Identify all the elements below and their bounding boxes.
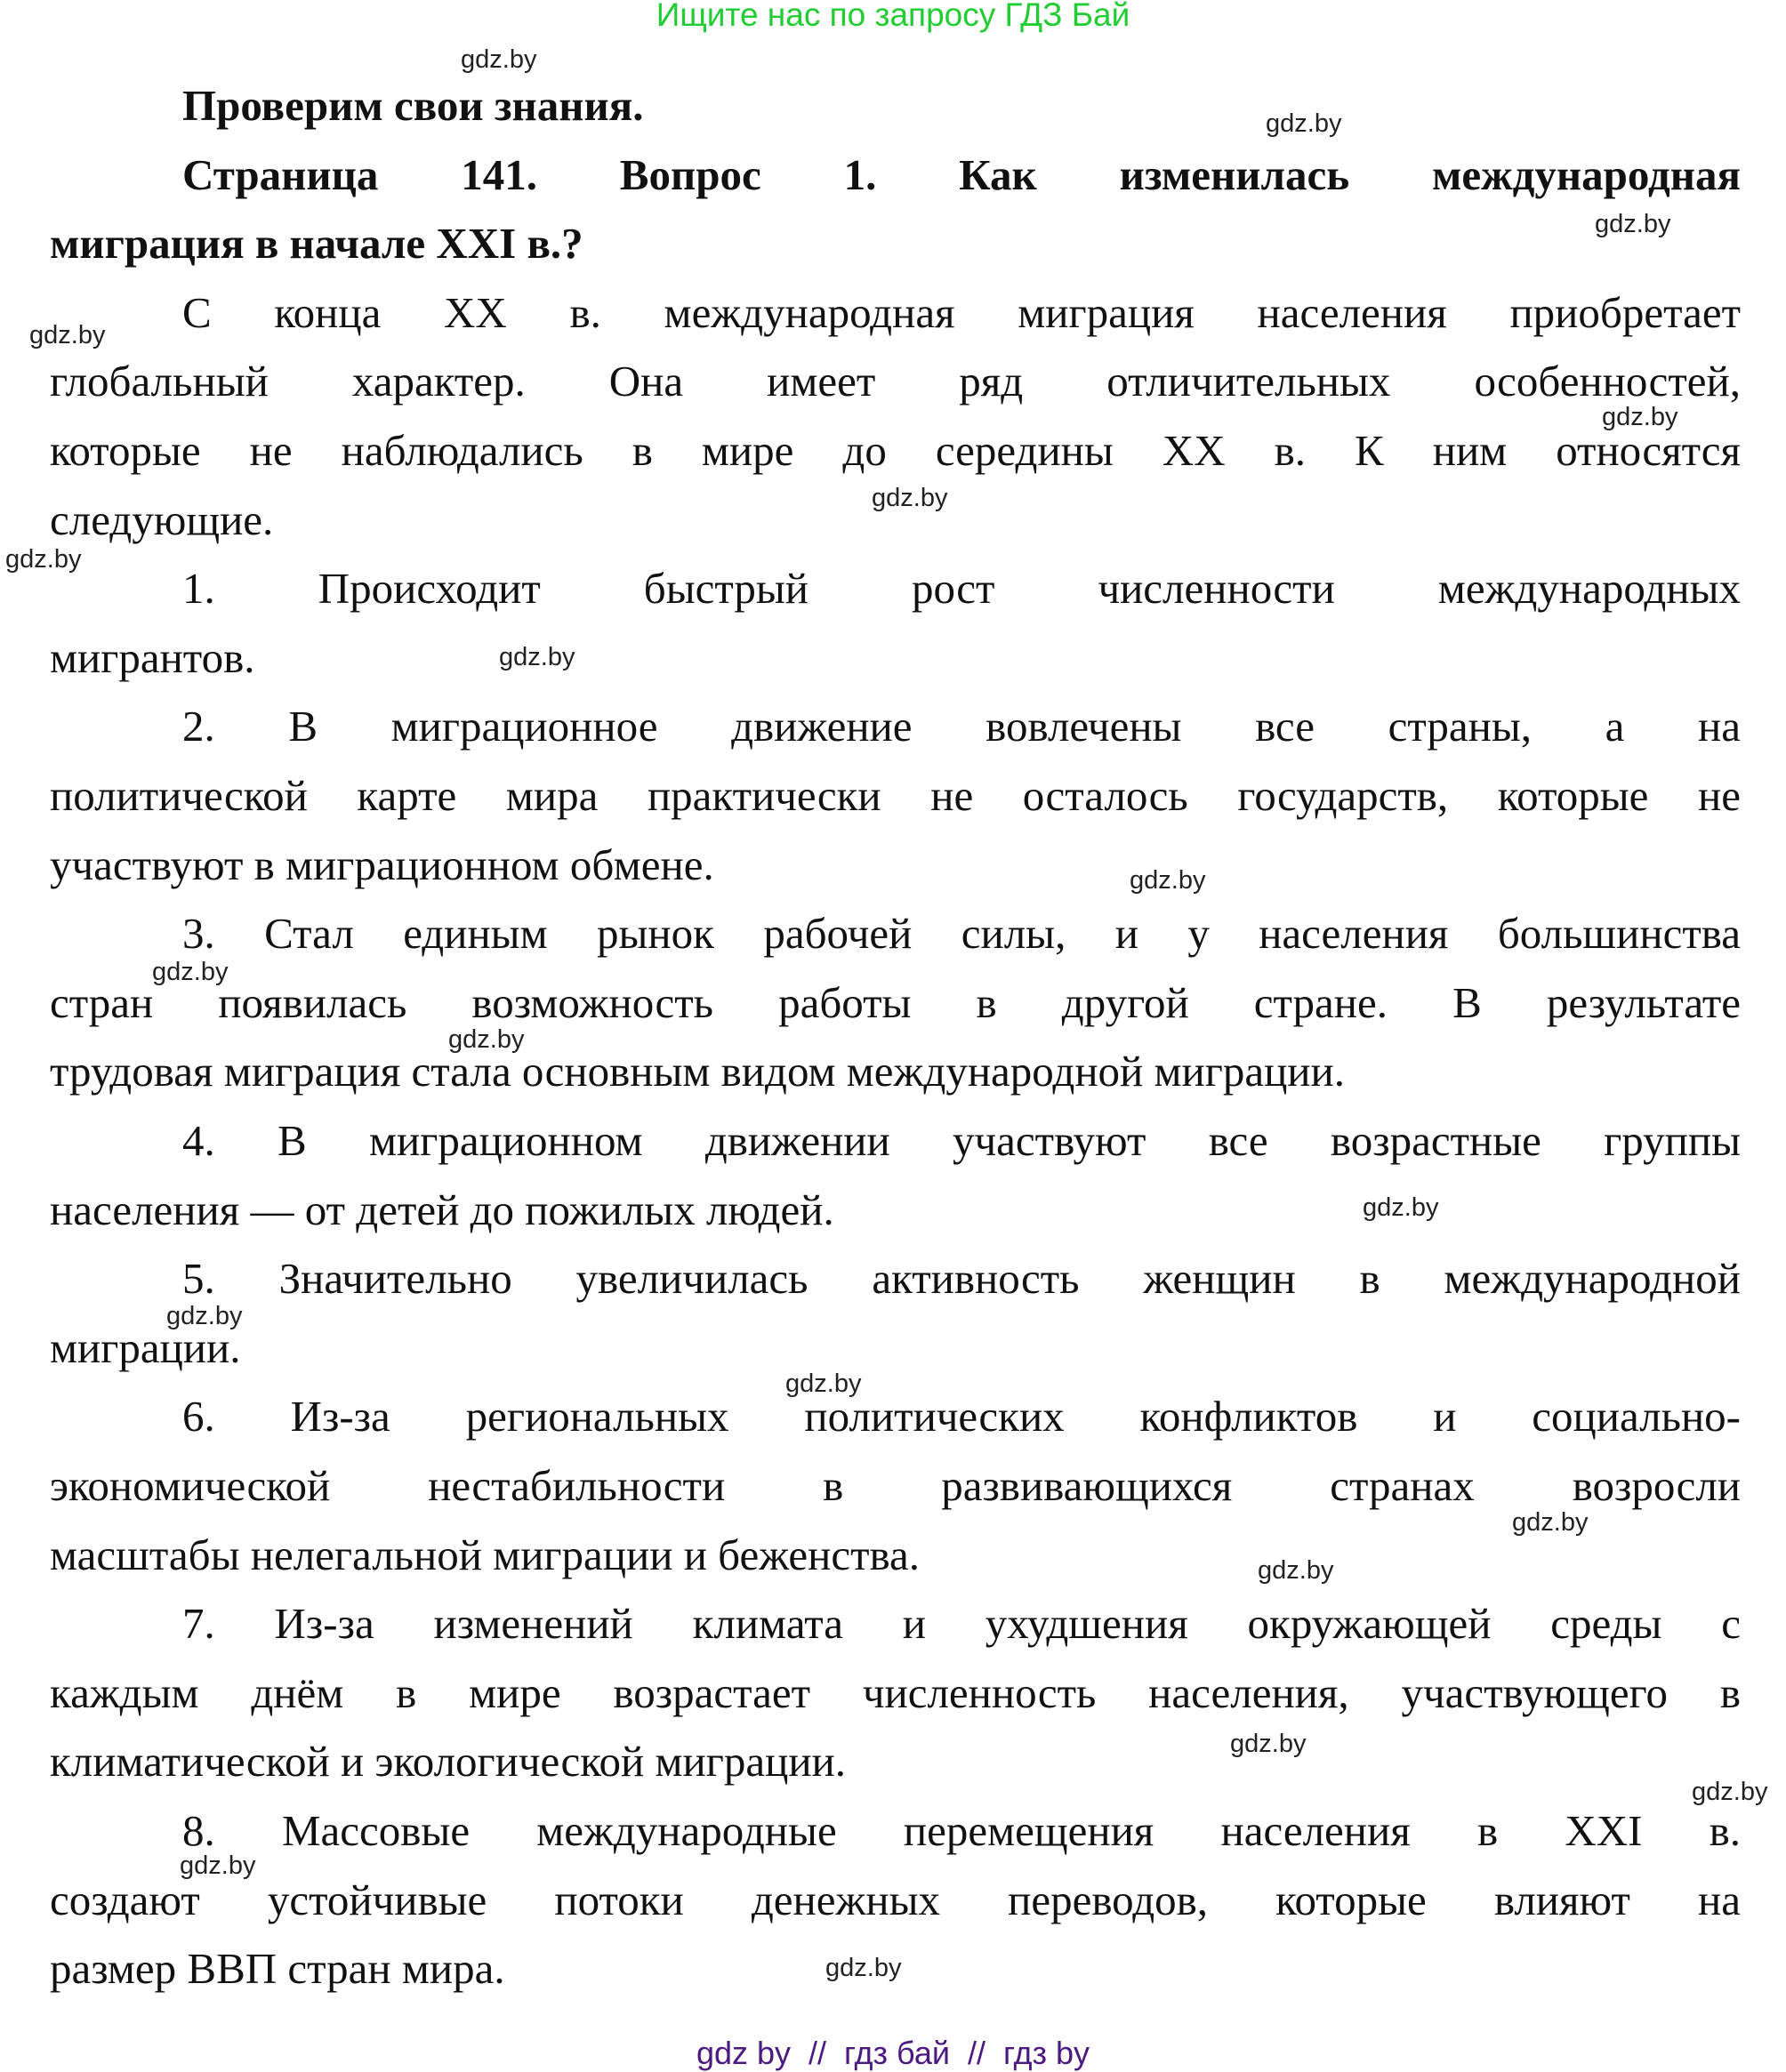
text-line: глобальный характер. Она имеет ряд отличительных особенностей, xyxy=(50,357,1741,406)
text-line: следующие. xyxy=(50,494,274,544)
text-line: населения — от детей до пожилых людей. xyxy=(50,1185,834,1234)
watermark-text: gdz.by xyxy=(166,1302,243,1330)
watermark-text: gdz.by xyxy=(872,484,948,512)
footer-links: gdz by // гдз бай // гдз by xyxy=(696,2035,1090,2071)
watermark-text: gdz.by xyxy=(1602,403,1678,431)
text-line: политической карте мира практически не осталось государств, которые не xyxy=(50,771,1741,820)
watermark-text: gdz.by xyxy=(180,1851,256,1880)
text-line: 8. Массовые международные перемещения населения в XXI в. xyxy=(182,1806,1741,1855)
text-line: масштабы нелегальной миграции и беженства. xyxy=(50,1530,921,1579)
text-line: которые не наблюдались в мире до середины XX в. К ним относятся xyxy=(50,426,1741,475)
text-line: участвуют в миграционном обмене. xyxy=(50,839,714,889)
heading-line: Проверим свои знания. xyxy=(182,81,644,130)
heading-line: миграция в начале XXI в.? xyxy=(50,219,583,269)
watermark-text: gdz.by xyxy=(825,1954,902,1982)
text-line: 5. Значительно увеличилась активность женщин в международной xyxy=(182,1254,1741,1304)
text-line: 7. Из-за изменений климата и ухудшения окружающей среды с xyxy=(182,1599,1741,1649)
text-line: С конца XX в. международная миграция населения приобретает xyxy=(182,287,1741,337)
text-line: 1. Происходит быстрый рост численности международных xyxy=(182,564,1741,614)
watermark-text: gdz.by xyxy=(1258,1556,1334,1585)
text-line: мигрантов. xyxy=(50,632,255,682)
watermark-text: gdz.by xyxy=(461,45,537,74)
watermark-text: gdz.by xyxy=(5,545,82,574)
watermark-text: gdz.by xyxy=(152,958,229,986)
watermark-text: gdz.by xyxy=(499,643,575,671)
search-banner: Ищите нас по запросу ГДЗ Бай xyxy=(656,0,1130,33)
text-line: размер ВВП стран мира. xyxy=(50,1944,505,1994)
watermark-text: gdz.by xyxy=(1363,1193,1439,1222)
text-line: миграции. xyxy=(50,1322,241,1372)
watermark-text: gdz.by xyxy=(1512,1508,1589,1537)
text-line: стран появилась возможность работы в другой стране. В результате xyxy=(50,977,1741,1027)
text-line: каждым днём в мире возрастает численность населения, участвующего в xyxy=(50,1667,1741,1717)
text-line: климатической и экологической миграции. xyxy=(50,1737,847,1787)
text-line: создают устойчивые потоки денежных переводов, которые влияют на xyxy=(50,1875,1741,1924)
watermark-text: gdz.by xyxy=(1230,1730,1307,1758)
watermark-text: gdz.by xyxy=(1266,109,1342,138)
text-line: 6. Из-за региональных политических конфликтов и социально- xyxy=(182,1392,1741,1442)
text-line: 3. Стал единым рынок рабочей силы, и у населения большинства xyxy=(182,909,1741,959)
text-line: экономической нестабильности в развивающихся странах возросли xyxy=(50,1461,1741,1510)
watermark-text: gdz.by xyxy=(29,321,106,349)
watermark-text: gdz.by xyxy=(1595,210,1671,238)
watermark-text: gdz.by xyxy=(448,1025,525,1054)
watermark-text: gdz.by xyxy=(1692,1778,1768,1806)
watermark-text: gdz.by xyxy=(1130,866,1206,895)
text-line: трудовая миграция стала основным видом международной миграции. xyxy=(50,1047,1346,1096)
heading-line: Страница 141. Вопрос 1. Как изменилась международная xyxy=(182,149,1741,199)
watermark-text: gdz.by xyxy=(785,1369,862,1398)
text-line: 2. В миграционное движение вовлечены все страны, а на xyxy=(182,702,1741,751)
text-line: 4. В миграционном движении участвуют все возрастные группы xyxy=(182,1116,1741,1165)
